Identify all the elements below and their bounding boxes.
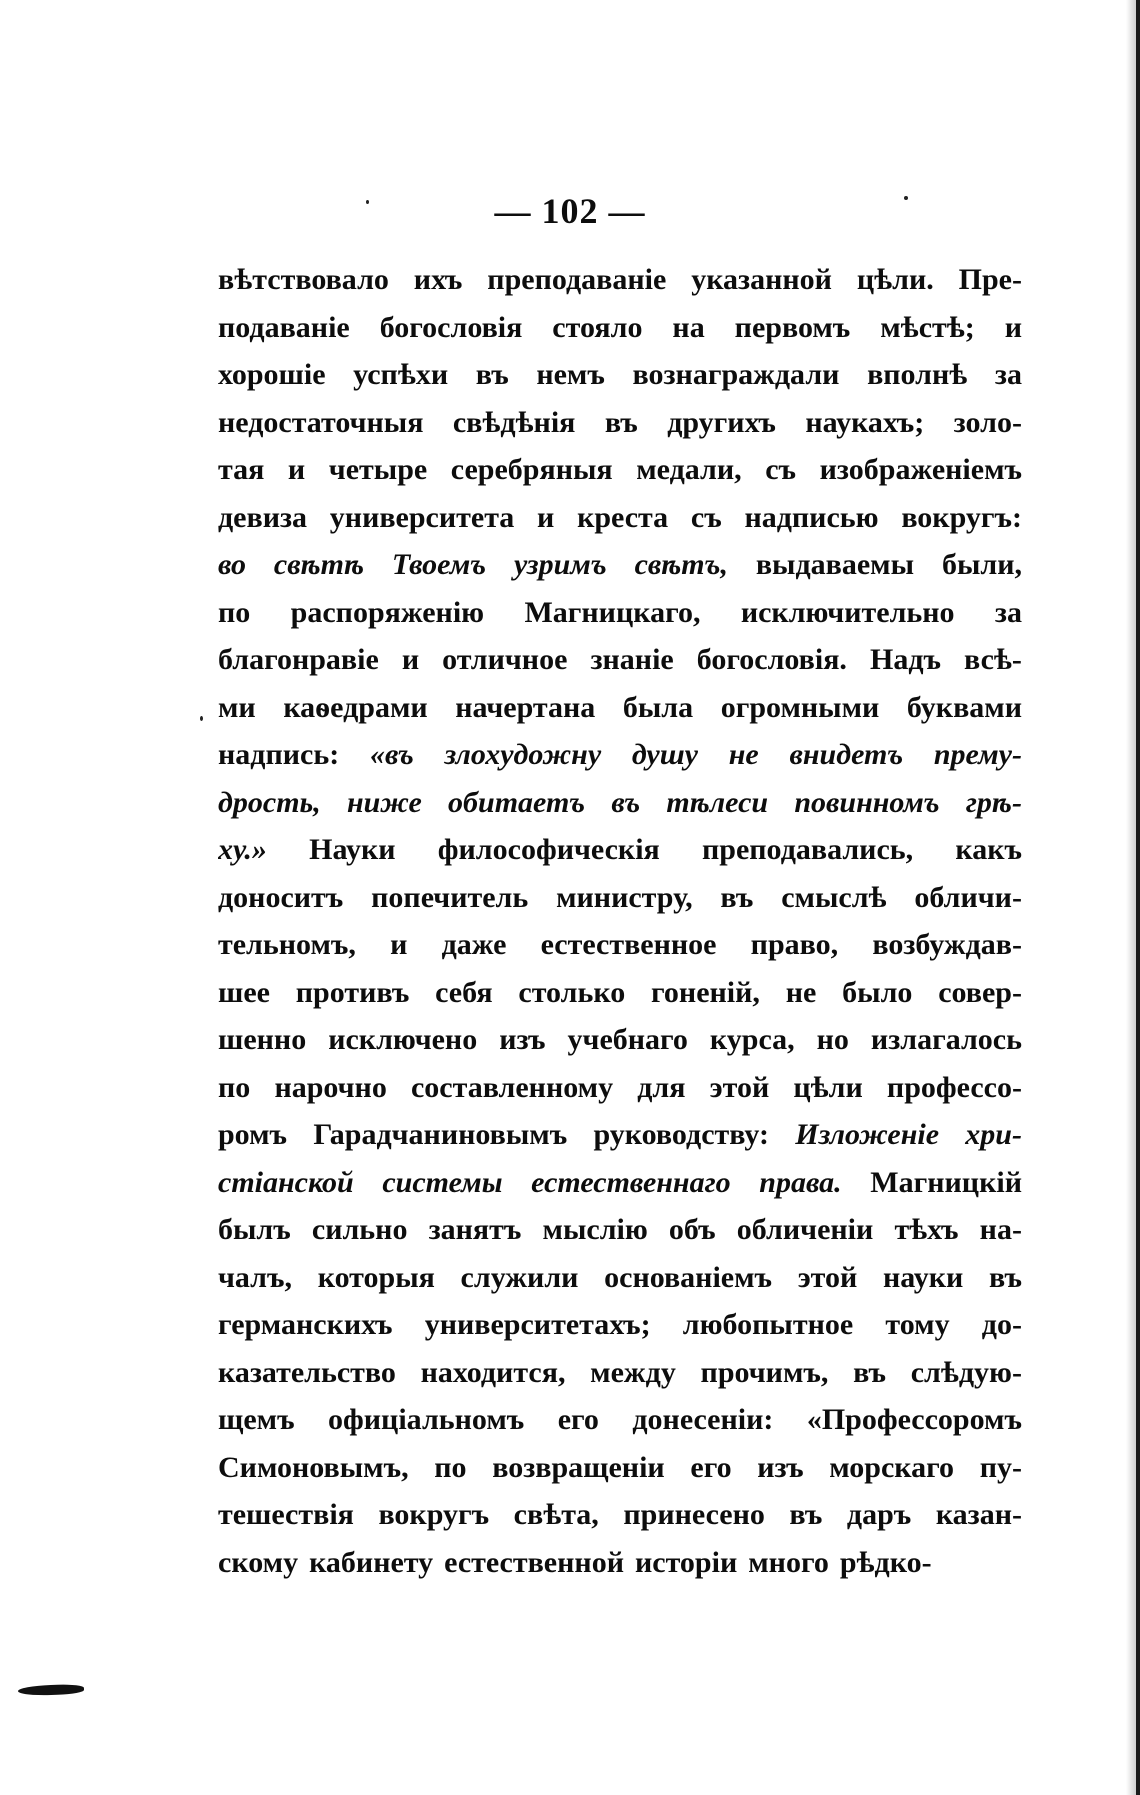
word: рѣдко- [839, 1545, 932, 1579]
italic-word: свѣтѣ [273, 548, 364, 581]
word: цѣли [793, 1070, 863, 1104]
text-line [218, 1396, 1022, 1444]
word: нарочно [274, 1070, 387, 1104]
word: донесенiи: [632, 1403, 774, 1436]
word: противъ [295, 975, 410, 1009]
word: между [590, 1355, 676, 1389]
word: была [622, 690, 694, 724]
word: вполнѣ [867, 358, 968, 391]
word: профессо- [886, 1070, 1022, 1104]
word: служили [460, 1260, 579, 1294]
word: на [672, 310, 705, 344]
word: естественное [540, 928, 717, 961]
word: въ [475, 358, 509, 391]
text-line [218, 256, 1022, 304]
word: всѣ- [964, 643, 1022, 676]
word: съ [690, 500, 722, 534]
text-line [218, 779, 1022, 827]
word: принесено [623, 1498, 765, 1531]
page-edge-shadow [1126, 0, 1136, 1795]
word: скому [218, 1545, 299, 1579]
word: смыслѣ [781, 880, 887, 914]
text-line [218, 589, 1022, 637]
word: первомъ [734, 310, 851, 344]
word: Надъ [869, 643, 941, 676]
text-line [218, 874, 1022, 922]
word: курса, [709, 1023, 795, 1056]
word: право, [750, 928, 839, 961]
text-line [218, 1016, 1022, 1064]
word: кабинету [309, 1545, 434, 1579]
ink-dash-mark [18, 1684, 84, 1696]
italic-word: повинномъ [794, 785, 940, 819]
word: преподавались, [701, 833, 914, 866]
italic-word: въ [611, 785, 641, 819]
word: былъ [218, 1213, 291, 1246]
word: креста [577, 500, 669, 534]
word: подаванiе [218, 310, 350, 344]
body-text [218, 256, 1022, 1586]
word: Гарадчаниновымъ [313, 1118, 568, 1151]
text-line [218, 731, 1022, 779]
text-line [218, 351, 1022, 399]
italic-word: ху.» [218, 833, 267, 866]
word: морскаго [829, 1450, 955, 1484]
word: для [637, 1070, 686, 1104]
italic-word: грѣ- [965, 785, 1022, 819]
word: даже [441, 928, 507, 961]
word: казан- [935, 1498, 1022, 1531]
word: себя [435, 975, 493, 1009]
word: учебнаго [567, 1023, 688, 1056]
word: изъ [757, 1450, 804, 1484]
word: хорошiе [218, 358, 326, 391]
italic-word: узримъ [514, 548, 607, 581]
page-number: — 102 — [494, 191, 646, 231]
word: другихъ [667, 405, 776, 439]
word: по [434, 1450, 467, 1484]
italic-word: душу [631, 738, 698, 771]
word: занятъ [428, 1213, 522, 1246]
word: много [748, 1545, 829, 1579]
text-line [218, 541, 1022, 589]
word: Пре- [958, 263, 1022, 296]
word: его [690, 1450, 732, 1484]
word: и [1004, 310, 1022, 344]
ink-speck [904, 196, 908, 200]
word: наукахъ; [805, 405, 925, 439]
italic-word: обитаетъ [448, 785, 586, 819]
word: за [994, 595, 1022, 629]
italic-word: Твоемъ [391, 548, 487, 581]
word: прочимъ, [700, 1355, 829, 1389]
word: и [287, 453, 306, 486]
word: Науки [309, 833, 396, 866]
word: и [390, 928, 408, 961]
text-line [218, 1206, 1022, 1254]
word: попечитель [371, 880, 529, 914]
word: за [994, 358, 1022, 391]
text-line [218, 1111, 1022, 1159]
word: находится, [420, 1355, 566, 1389]
word: указанной [691, 263, 832, 296]
word: столько [518, 975, 626, 1009]
word: золо- [953, 405, 1022, 439]
word: вѣтствовало [218, 263, 389, 296]
word: руководству: [593, 1118, 770, 1151]
word: успѣхи [353, 358, 449, 391]
word: германскихъ [218, 1308, 393, 1341]
italic-word: не [728, 738, 759, 771]
word: гоненiй, [651, 975, 760, 1009]
word: тому [885, 1308, 950, 1341]
word: выдаваемы [755, 548, 915, 581]
word: которыя [317, 1260, 435, 1294]
word: надписью [744, 500, 879, 534]
word: вознаграждали [632, 358, 840, 391]
text-line [218, 1254, 1022, 1302]
word: щемъ [218, 1403, 295, 1436]
word: отличное [442, 643, 568, 676]
italic-word: во [218, 548, 247, 581]
word: было [842, 975, 913, 1009]
word: не [785, 975, 817, 1009]
word: четыре [328, 453, 428, 486]
text-line [218, 304, 1022, 352]
word: изображенiемъ [819, 453, 1022, 486]
word: и [537, 500, 555, 534]
word: девиза [218, 500, 308, 534]
text-line [218, 1064, 1022, 1112]
page-edge [1136, 0, 1140, 1795]
word: тѣхъ [894, 1213, 959, 1246]
word: медали, [636, 453, 742, 486]
word: въ [720, 880, 754, 914]
word: богословiя [379, 310, 523, 344]
text-line [218, 684, 1022, 732]
word: какъ [955, 833, 1022, 866]
italic-word: системы [382, 1165, 503, 1199]
word: огромными [720, 690, 880, 724]
italic-word: «въ [369, 738, 414, 771]
word: по [218, 1070, 251, 1104]
text-line [218, 446, 1022, 494]
word: этой [709, 1070, 770, 1104]
word: изъ [499, 1023, 546, 1056]
italic-word: злохудожну [444, 738, 602, 771]
word: богословiя. [696, 643, 847, 676]
word: ихъ [413, 263, 463, 296]
word: Магницкiй [870, 1165, 1022, 1199]
word: съ [765, 453, 797, 486]
word: шенно [218, 1023, 307, 1056]
word: университетахъ; [424, 1308, 651, 1341]
word: каѳедрами [283, 690, 428, 724]
italic-word: ниже [346, 785, 422, 819]
text-line [218, 1301, 1022, 1349]
word: объ [668, 1213, 716, 1246]
italic-word: тѣлеси [666, 785, 769, 819]
italic-word: свѣтъ, [634, 548, 728, 581]
word: пу- [979, 1450, 1022, 1484]
word: слѣдую- [910, 1355, 1022, 1389]
word: серебряныя [450, 453, 613, 486]
word: до- [981, 1308, 1022, 1341]
word: немъ [536, 358, 605, 391]
word: тая [218, 453, 265, 486]
word: вокругъ [378, 1498, 490, 1531]
word: основанiемъ [604, 1260, 773, 1294]
word: цѣли. [856, 263, 934, 296]
word: вокругъ: [901, 500, 1022, 534]
word: ми [218, 690, 256, 724]
word: философическiя [437, 833, 660, 866]
word: мыслiю [542, 1213, 648, 1246]
word: въ [989, 1260, 1022, 1294]
word: «Профессоромъ [806, 1403, 1022, 1436]
word: знанiе [590, 643, 674, 676]
word: въ [604, 405, 638, 439]
word: начертана [455, 690, 596, 724]
word: исключительно [740, 595, 955, 629]
word: составленному [410, 1070, 614, 1104]
word: министру, [556, 880, 693, 914]
text-line [218, 1444, 1022, 1492]
word: ромъ [218, 1118, 288, 1151]
word: въ [853, 1355, 887, 1389]
text-line [218, 826, 1022, 874]
text-line [218, 921, 1022, 969]
text-line [218, 1491, 1022, 1539]
ink-speck [366, 200, 369, 204]
italic-word: права. [759, 1165, 842, 1199]
word: распоряженiю [290, 595, 485, 629]
word: преподаванiе [487, 263, 667, 296]
word: буквами [906, 690, 1022, 724]
word: свѣдѣнiя [452, 405, 576, 439]
text-line [218, 399, 1022, 447]
italic-word: хри- [965, 1118, 1022, 1151]
word: обличенiи [736, 1213, 874, 1246]
word: тешествiя [218, 1498, 354, 1531]
word: этой [797, 1260, 858, 1294]
word: мѣстѣ; [880, 310, 975, 344]
word: Магницкаго, [524, 595, 701, 629]
text-line [218, 1539, 1022, 1587]
word: его [557, 1403, 599, 1436]
word: на- [979, 1213, 1022, 1246]
text-line [218, 636, 1022, 684]
text-line [218, 969, 1022, 1017]
word: обличи- [914, 880, 1022, 914]
word: университета [329, 500, 515, 534]
italic-word: стiанской [218, 1165, 354, 1199]
word: шее [218, 975, 270, 1009]
text-line [218, 1349, 1022, 1397]
italic-word: Изложенiе [795, 1118, 940, 1151]
word: исключено [328, 1023, 478, 1056]
italic-word: прему- [933, 738, 1022, 771]
ink-speck [200, 716, 203, 721]
word: науки [882, 1260, 964, 1294]
word: свѣта, [513, 1498, 599, 1531]
word: недостаточныя [218, 405, 424, 439]
word: офицiальномъ [328, 1403, 525, 1436]
word: возбуждав- [872, 928, 1022, 961]
word: возвращенiи [492, 1450, 665, 1484]
italic-word: естественнаго [531, 1165, 731, 1199]
word: стояло [552, 310, 643, 344]
word: благонравiе [218, 643, 379, 676]
word: и [401, 643, 420, 676]
italic-word: внидетъ [789, 738, 904, 771]
word: Симоновымъ, [218, 1450, 409, 1484]
word: чалъ, [218, 1260, 293, 1294]
word: даръ [846, 1498, 912, 1531]
word: тельномъ, [218, 928, 356, 961]
word: казательство [218, 1355, 396, 1389]
word: въ [789, 1498, 823, 1531]
word: но [816, 1023, 849, 1056]
word: сильно [311, 1213, 408, 1246]
text-line [218, 494, 1022, 542]
word: излагалось [870, 1023, 1022, 1056]
word: исторiи [634, 1545, 738, 1579]
word: доноситъ [218, 880, 344, 914]
word: совер- [938, 975, 1022, 1009]
word: по [218, 595, 251, 629]
word: естественной [444, 1545, 624, 1579]
italic-word: дрость, [218, 785, 321, 819]
word: надпись: [218, 738, 340, 771]
text-line [218, 1159, 1022, 1207]
word: любопытное [682, 1308, 854, 1341]
word: были, [941, 548, 1022, 581]
